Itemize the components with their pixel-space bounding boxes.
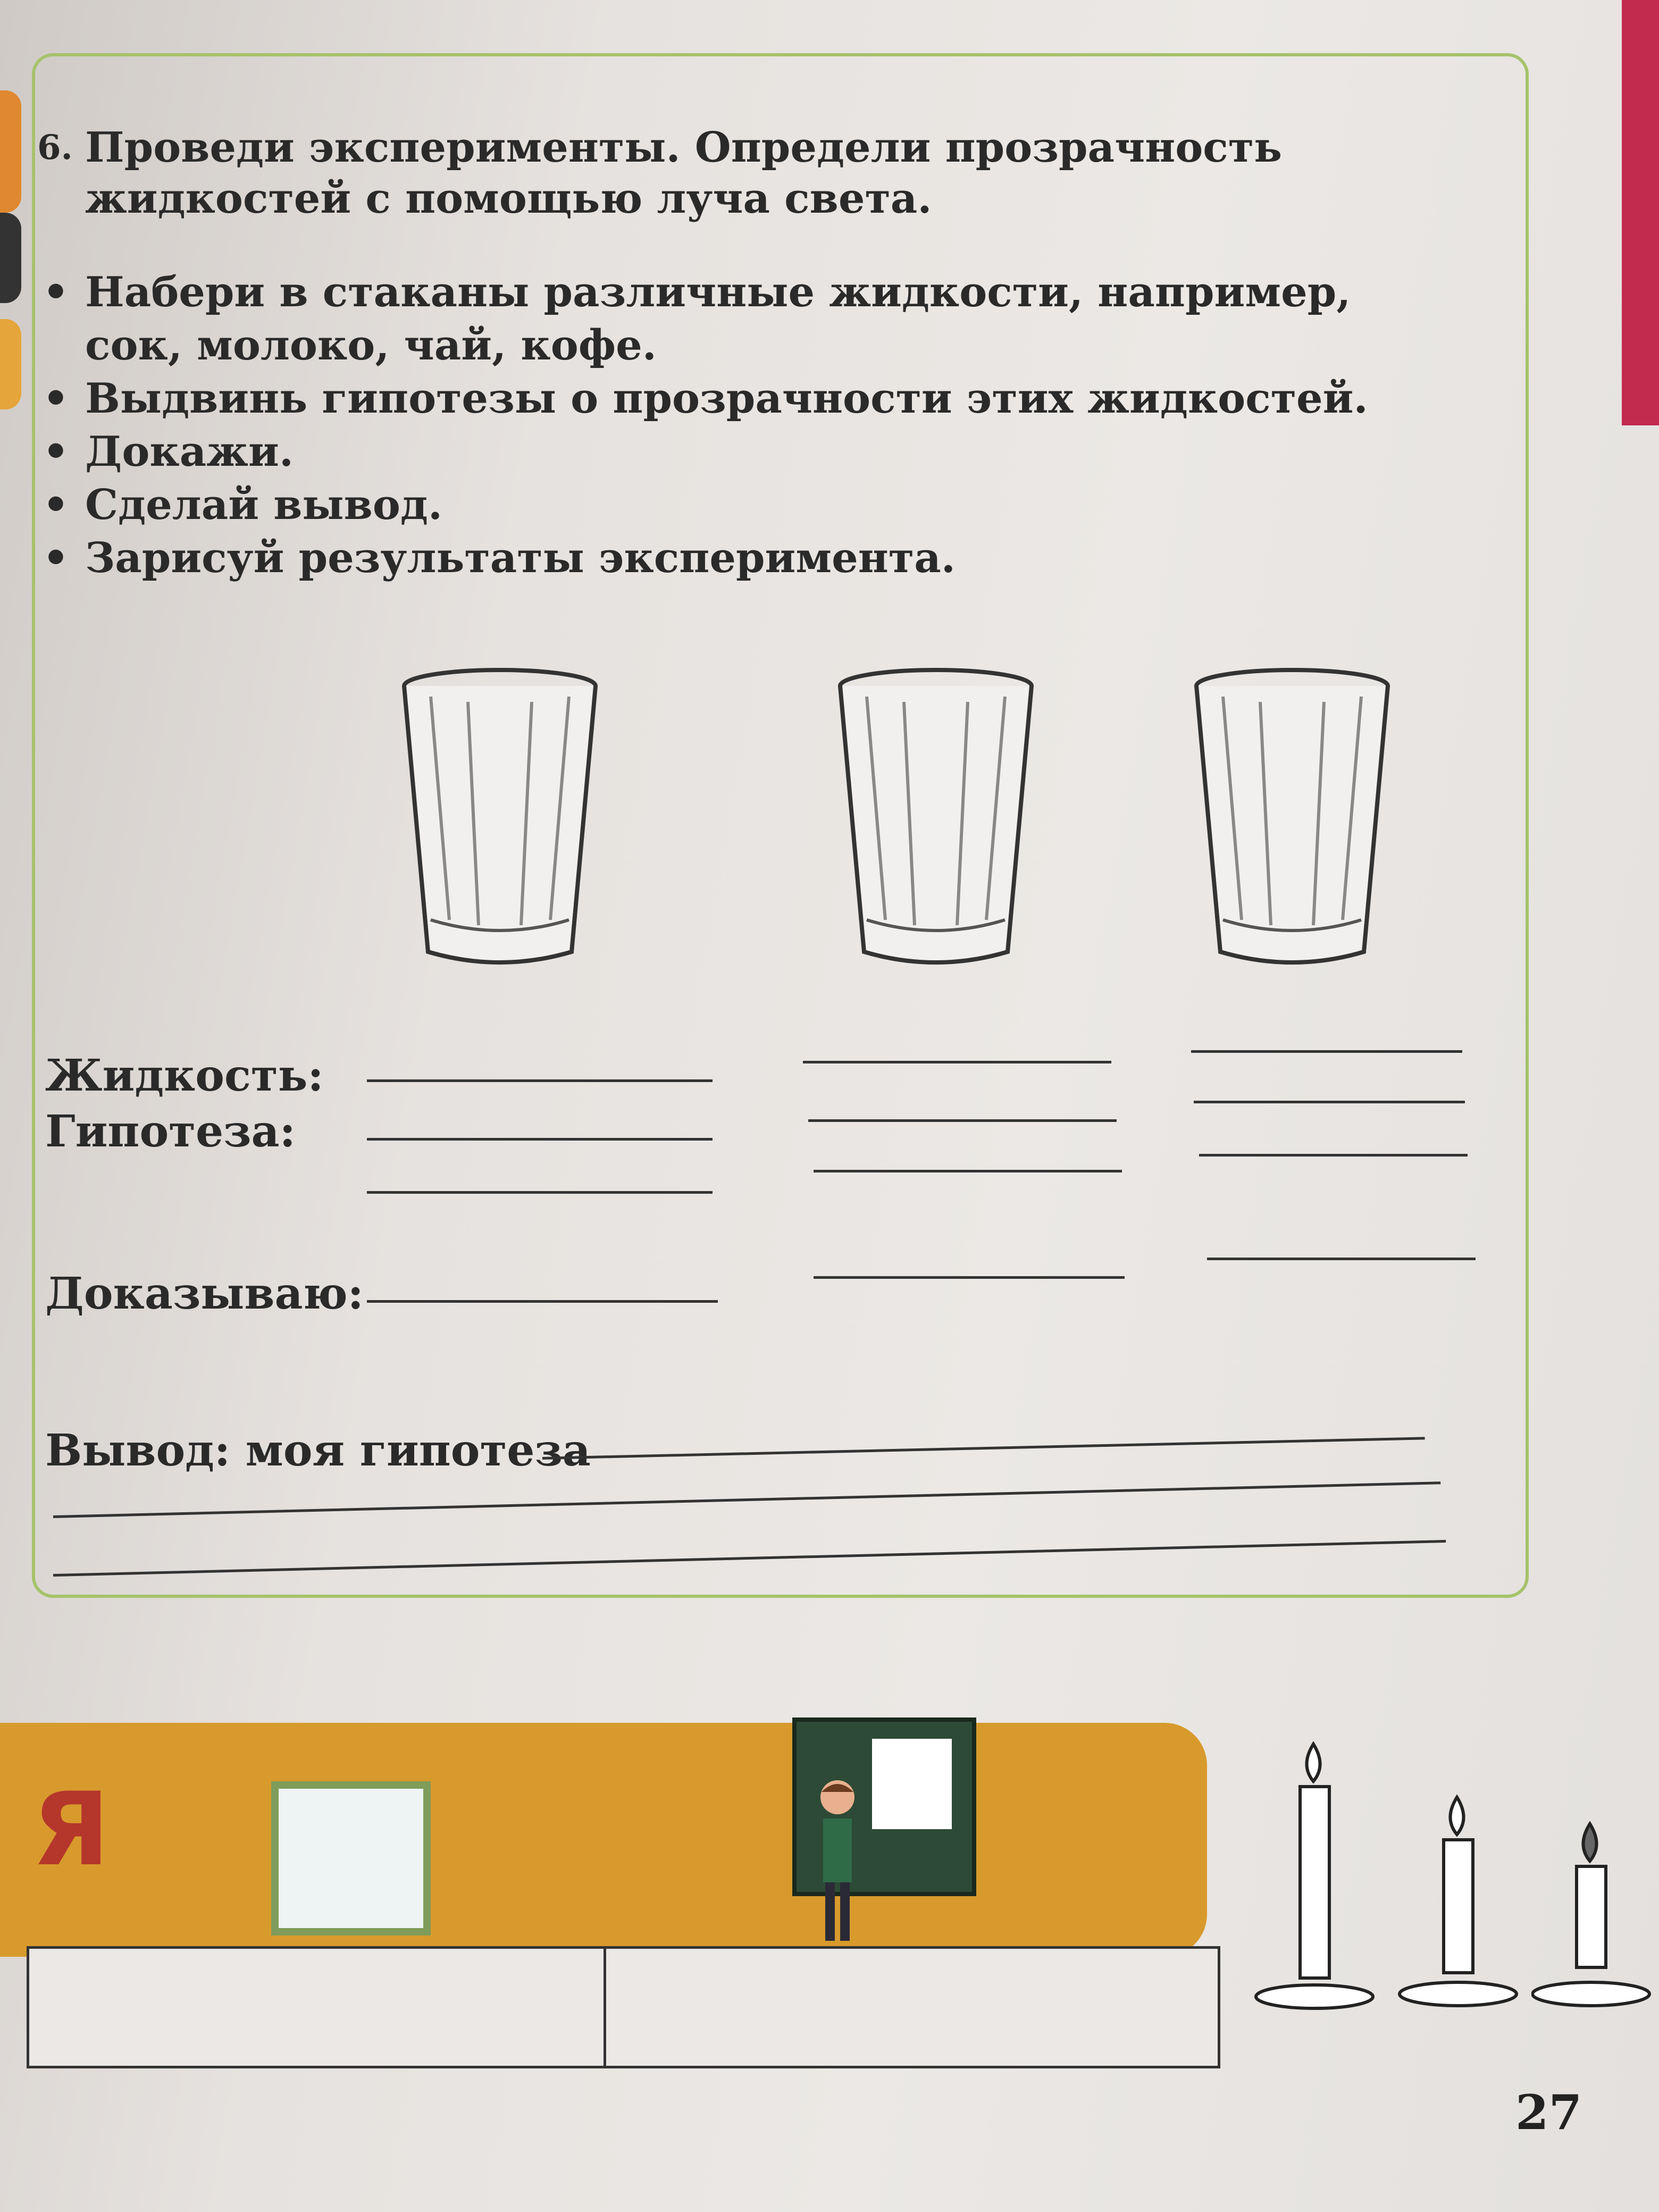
hypothesis-answer-line[interactable] bbox=[1199, 1154, 1468, 1157]
glass-icon bbox=[1191, 665, 1393, 973]
task-title: Проведи эксперименты. Определи прозрачность жидкостей с помощью луча света. bbox=[85, 123, 1283, 223]
prove-answer-line[interactable] bbox=[367, 1300, 718, 1303]
self-assessment-box[interactable] bbox=[604, 1946, 1220, 2068]
instruction-item: • Сделай вывод. bbox=[43, 479, 1436, 532]
instruction-item: • Зарисуй результаты эксперимента. bbox=[43, 532, 1436, 585]
self-icon: Я bbox=[32, 1771, 110, 1888]
side-tab bbox=[0, 213, 21, 303]
prove-answer-line[interactable] bbox=[1207, 1258, 1476, 1260]
glass-icon bbox=[835, 665, 1037, 973]
hypothesis-answer-line[interactable] bbox=[1194, 1101, 1465, 1103]
hypothesis-answer-line[interactable] bbox=[814, 1170, 1122, 1172]
conclusion-label: Вывод: моя гипотеза bbox=[45, 1425, 591, 1476]
self-assessment-box[interactable] bbox=[27, 1946, 606, 2068]
side-tab bbox=[0, 319, 21, 409]
candle-icon bbox=[1393, 1792, 1531, 2031]
window-illustration bbox=[271, 1781, 431, 1936]
prove-label: Доказываю: bbox=[45, 1268, 364, 1319]
instruction-item: • Докажи. bbox=[43, 425, 1436, 479]
instruction-item: • Выдвинь гипотезы о прозрачности этих жидкостей. bbox=[43, 372, 1436, 425]
hypothesis-label: Гипотеза: bbox=[45, 1106, 296, 1157]
liquid-answer-line[interactable] bbox=[367, 1079, 713, 1082]
liquid-label: Жидкость: bbox=[45, 1050, 324, 1101]
self-assessment-banner bbox=[0, 1723, 1207, 1957]
page-number: 27 bbox=[1515, 2084, 1582, 2141]
hypothesis-answer-line[interactable] bbox=[808, 1119, 1117, 1122]
hypothesis-answer-line[interactable] bbox=[367, 1138, 713, 1141]
candle-icon bbox=[1250, 1733, 1388, 2031]
teacher-illustration bbox=[814, 1776, 861, 1946]
glass-icon bbox=[399, 665, 601, 973]
prove-answer-line[interactable] bbox=[814, 1276, 1125, 1279]
tree-card-illustration bbox=[872, 1739, 952, 1829]
side-tab bbox=[0, 90, 21, 213]
liquid-answer-line[interactable] bbox=[803, 1061, 1111, 1063]
hypothesis-answer-line[interactable] bbox=[367, 1191, 713, 1194]
candle-icon bbox=[1531, 1819, 1659, 2031]
book-edge bbox=[1622, 0, 1659, 425]
instruction-list bbox=[43, 266, 1436, 585]
task-number: 6. bbox=[37, 128, 73, 167]
liquid-answer-line[interactable] bbox=[1191, 1050, 1462, 1053]
instruction-item: • Набери в стаканы различные жидкости, например, сок, молоко, чай, кофе. bbox=[43, 266, 1436, 372]
